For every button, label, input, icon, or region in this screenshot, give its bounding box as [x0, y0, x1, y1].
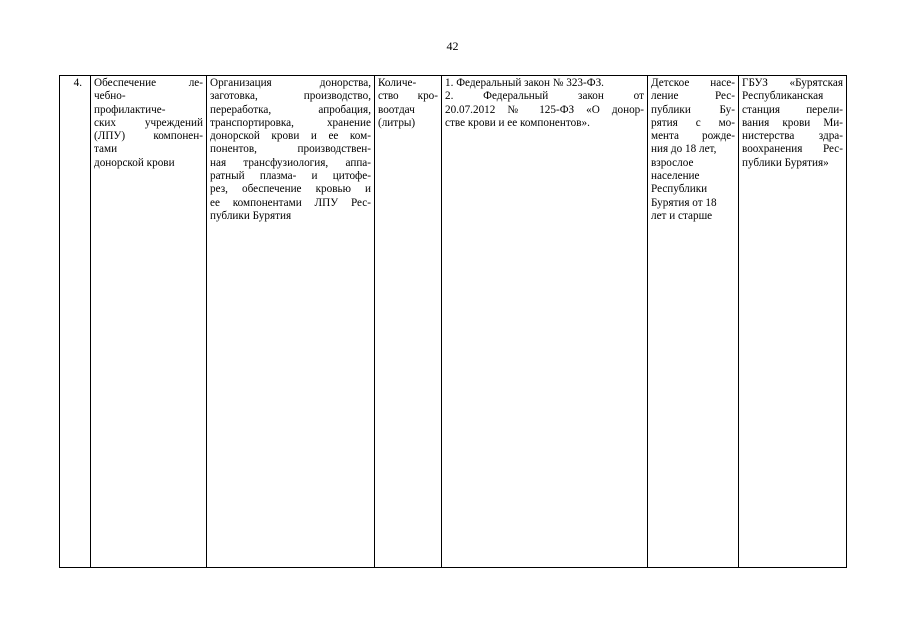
activity-line: Организация донорства, [210, 77, 371, 89]
population-line: Бурятия от 18 [651, 196, 717, 209]
population-cell [648, 76, 739, 568]
provider-line: Республиканская [742, 90, 824, 103]
service-name-line: донорской крови [94, 156, 175, 169]
provider-line: ГБУЗ «Бурятская [742, 77, 843, 89]
activity-cell [207, 76, 375, 568]
provider-line: воохранения Рес- [742, 143, 843, 156]
indicator-line: (литры) [378, 116, 416, 129]
provider-cell [739, 76, 847, 568]
population-line: Детское насе- [651, 77, 735, 89]
provider-line: станция перели- [742, 103, 843, 116]
population-line: мента рожде- [651, 130, 735, 143]
table-row [60, 76, 847, 568]
service-name-line: профилактиче- [94, 103, 166, 116]
legal-basis-line: 1. Федеральный закон № 323-ФЗ. [445, 77, 604, 89]
activity-line: транспортировка, хранение [210, 116, 371, 129]
indicator-line: Количе- [378, 77, 417, 89]
service-name-cell [91, 76, 207, 568]
service-name-line: (ЛПУ) компонен- [94, 130, 203, 143]
indicator-line: ство кро- [378, 90, 438, 103]
row-number-cell [60, 76, 91, 568]
indicator-line: воотдач [378, 103, 415, 116]
legal-basis-line: 2. Федеральный закон от [445, 90, 644, 103]
activity-line: ее компонентами ЛПУ Рес- [210, 196, 371, 209]
activity-line: ная трансфузиология, аппа- [210, 156, 371, 169]
indicator-cell [375, 76, 442, 568]
activity-line: переработка, апробация, [210, 103, 371, 116]
legal-basis-line: стве крови и ее компонентов». [445, 116, 590, 129]
service-name-line: ских учреждений [94, 116, 203, 129]
provider-line: нистерства здра- [742, 130, 843, 143]
provider-line: вания крови Ми- [742, 116, 843, 129]
provider-line: публики Бурятия» [742, 156, 829, 169]
population-line: рятия с мо- [651, 116, 735, 129]
population-line: Республики [651, 183, 708, 196]
legal-basis-line: 20.07.2012 № 125-ФЗ «О донор- [445, 103, 644, 116]
population-line: публики Бу- [651, 103, 735, 116]
services-table [59, 75, 847, 568]
row-number: 4. [73, 77, 82, 89]
activity-line: заготовка, производство, [210, 90, 371, 103]
activity-line: рез, обеспечение кровью и [210, 183, 371, 196]
population-line: ление Рес- [651, 90, 735, 103]
activity-line: публики Бурятия [210, 209, 292, 222]
legal-basis-cell [442, 76, 648, 568]
population-line: взрослое [651, 156, 694, 169]
service-name-line: чебно- [94, 90, 126, 103]
population-line: ния до 18 лет, [651, 143, 717, 156]
activity-line: донорской крови и ее ком- [210, 130, 371, 143]
activity-line: понентов, производствен- [210, 143, 371, 156]
service-name-line: Обеспечение ле- [94, 77, 203, 89]
service-name-line: тами [94, 143, 118, 156]
population-line: население [651, 170, 700, 183]
page-number: 42 [446, 39, 459, 53]
population-line: лет и старше [651, 209, 713, 222]
activity-line: ратный плазма- и цитофе- [210, 170, 371, 183]
